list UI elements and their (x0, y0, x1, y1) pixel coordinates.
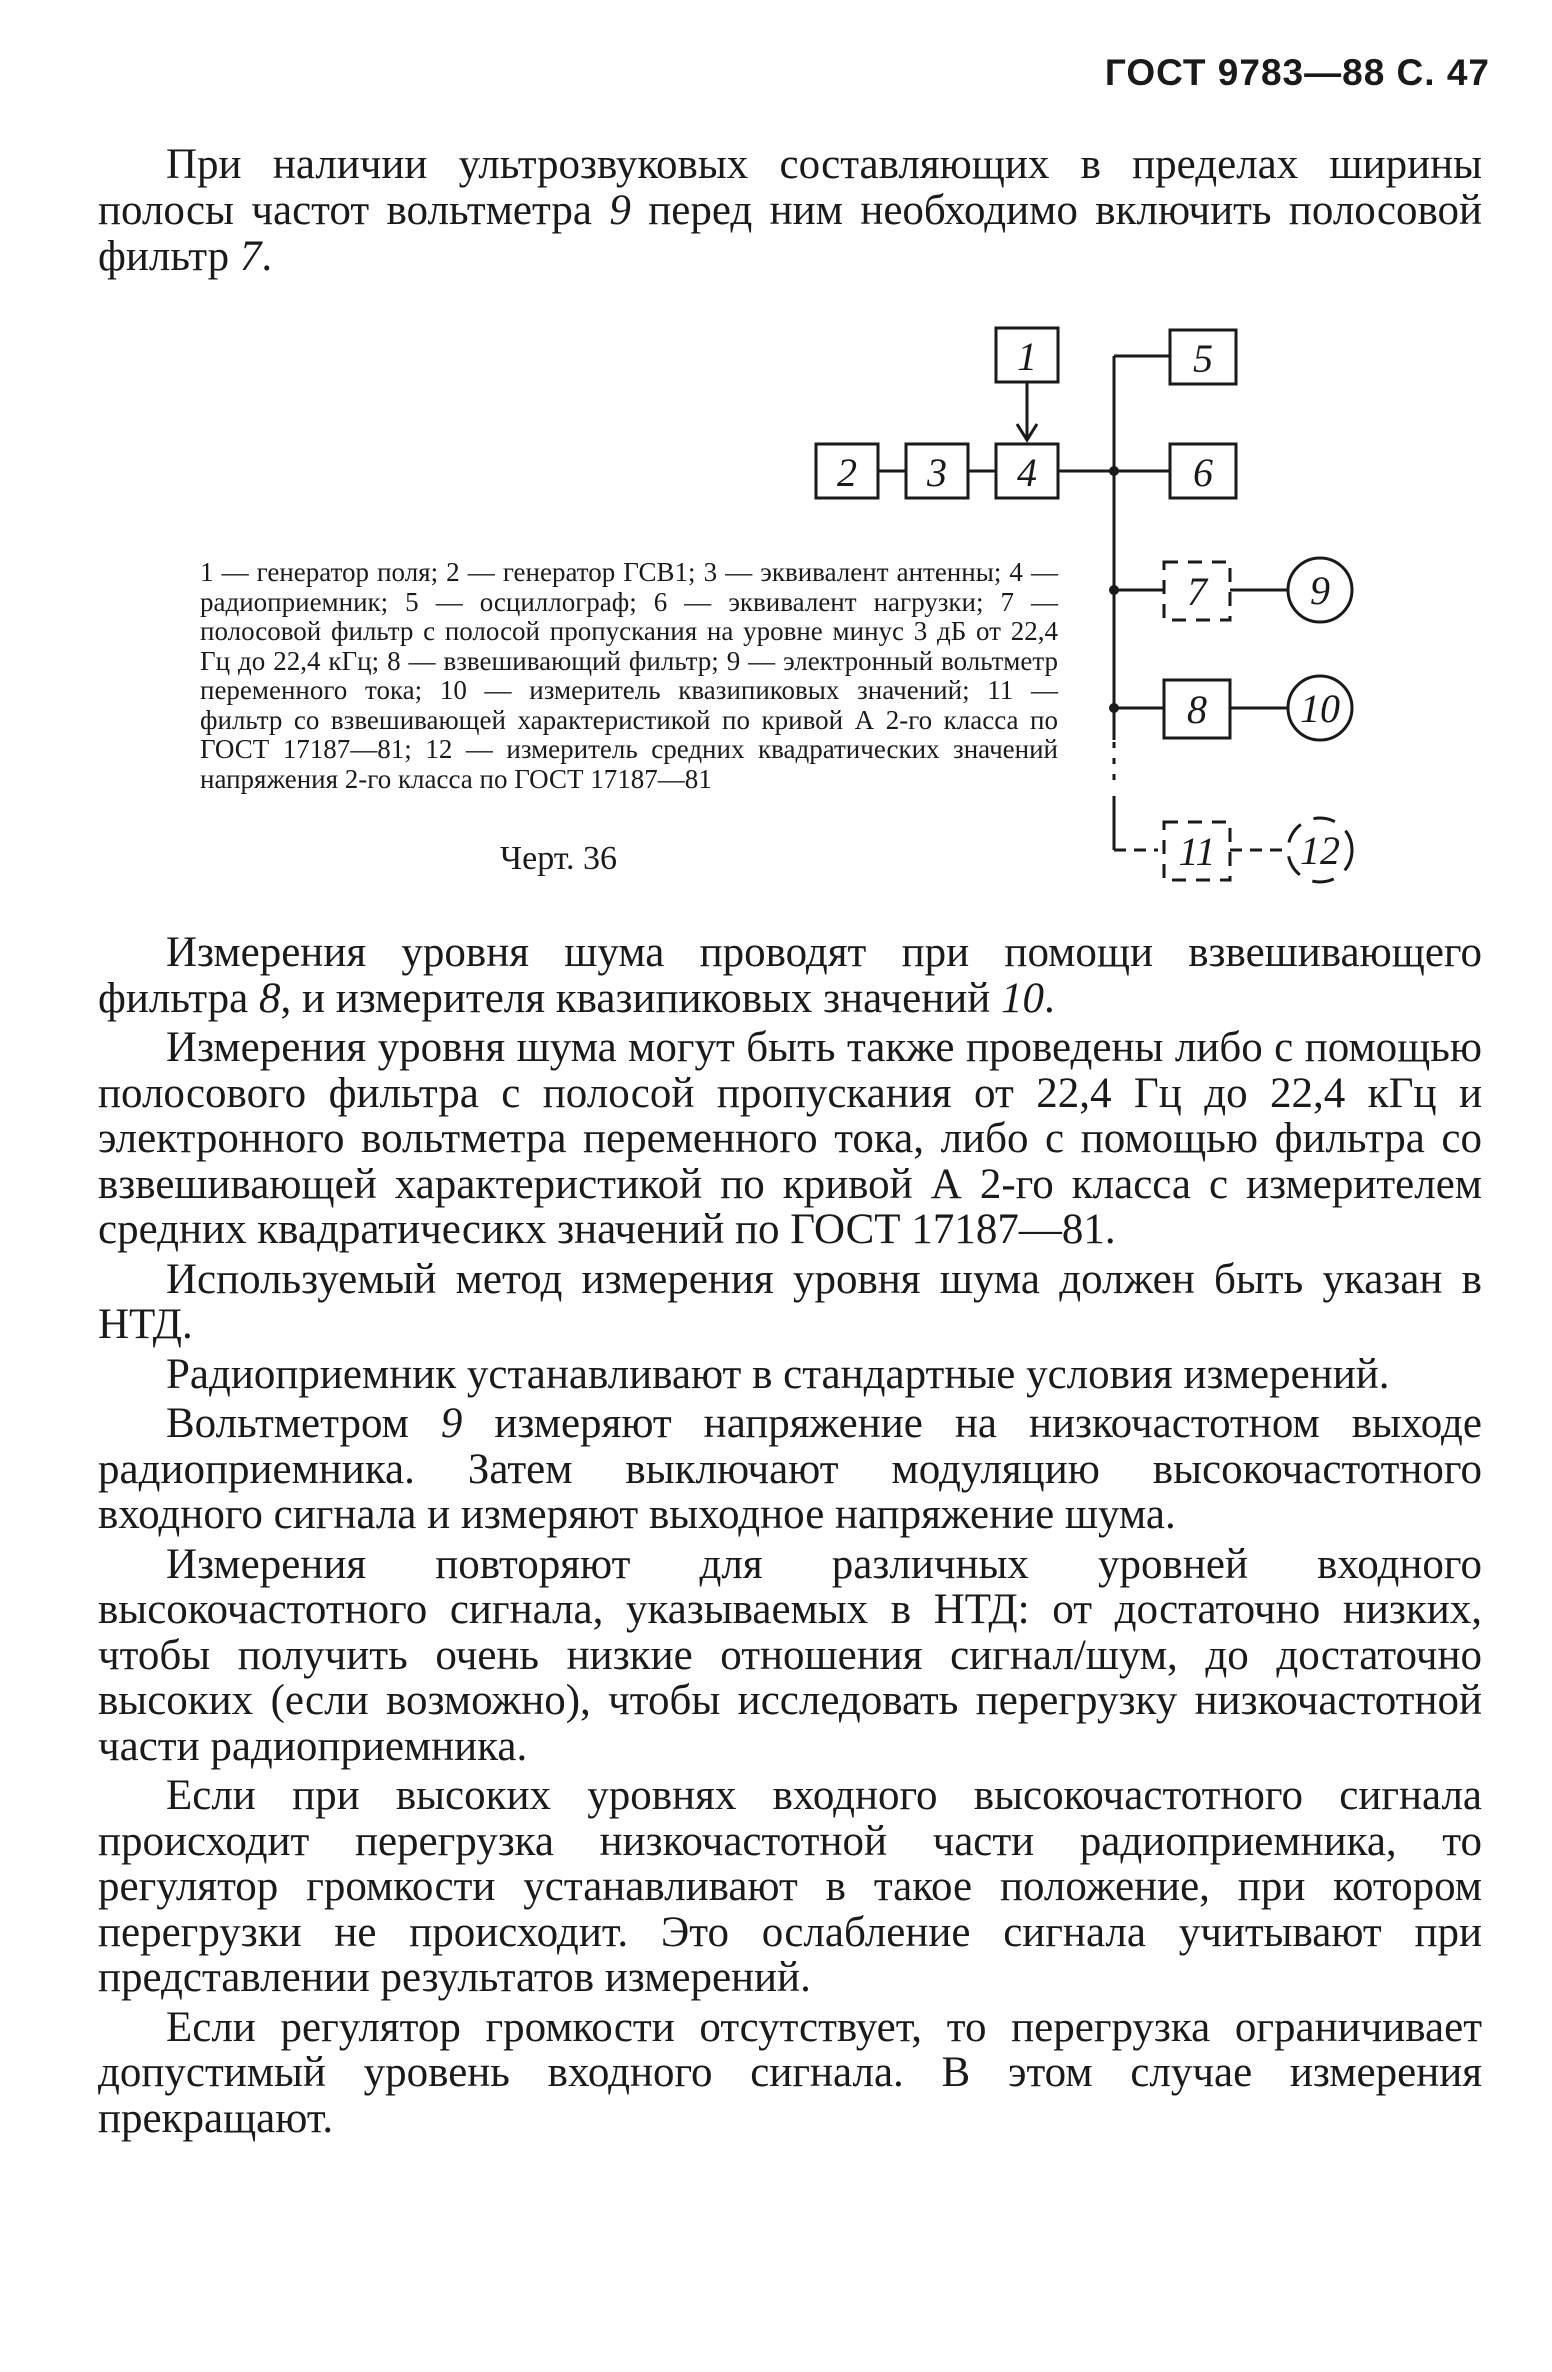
block-4-label: 4 (1017, 450, 1037, 495)
intro-text-3: . (261, 233, 273, 280)
paragraph-3: Используемый метод измерения уровня шума должен быть указан в НТД. (98, 1255, 1482, 1348)
intro-ref-voltmeter: 9 (609, 187, 631, 234)
block-11-label: 11 (1178, 829, 1216, 874)
block-1-label: 1 (1017, 334, 1037, 379)
body-text (98, 930, 1482, 2145)
block-5-label: 5 (1193, 336, 1213, 381)
intro-text-1: При наличии ультрозвуковых составляющих в пределах ширины полосы частот вольтметра (98, 141, 1482, 234)
intro-ref-filter: 7 (239, 233, 262, 280)
paragraph-6: Измерения повторяют для различных уровней входного высокочастотного сигнала, указываемых в НТД: от достаточно низких, чтобы получить очень низкие отношения сигнал/шум, до достаточно высоких (если возможно), чтобы исследовать перегрузку низкочастотной части радиоприемника. (98, 1540, 1482, 1770)
paragraph-5-text-a: Вольтметром (166, 1400, 441, 1447)
paragraph-2: Измерения уровня шума могут быть также проведены либо с помощью полосового фильтра с полосой пропускания от 22,4 Гц до 22,4 кГц и электронного вольтметра переменного тока, либо с помощью фильтра со взвешивающей характеристикой по кривой А 2-го класса с измерителем средних квадратичесикх значений по ГОСТ 17187—81. (98, 1024, 1482, 1253)
paragraph-1-text-a: Измерения уровня шума проводят при помощи взвешивающего фильтра (98, 929, 1482, 1022)
circle-9-label: 9 (1310, 568, 1330, 613)
paragraph-8: Если регулятор громкости отсутствует, то перегрузка ограничивает допустимый уровень входного сигнала. В этом случае измерения прекращают. (98, 2003, 1482, 2142)
block-7-label: 7 (1187, 569, 1207, 614)
block-3-label: 3 (927, 450, 947, 495)
page-header: ГОСТ 9783—88 С. 47 (1104, 52, 1490, 93)
figure-caption: Черт. 36 (500, 840, 618, 877)
paragraph-5-ref-9: 9 (440, 1400, 463, 1447)
paragraph-4: Радиоприемник устанавливают в стандартные условия измерений. (166, 1350, 1390, 1398)
paragraph-5-text-b: измеряют напряжение на низкочастотном выходе радиоприемника. Затем выключают модуляцию высокочастотного входного сигнала и измеряют выходное напряжение шума. (98, 1400, 1482, 1538)
paragraph-1-text-b: , и измерителя квазипиковых значений (280, 974, 1002, 1022)
circle-10-label: 10 (1300, 686, 1340, 731)
paragraph-1 (98, 930, 1482, 1021)
paragraph-1-ref-8: 8 (258, 974, 281, 1022)
paragraph-5 (98, 1401, 1482, 1538)
paragraph-7: Если при высоких уровнях входного высокочастотного сигнала происходит перегрузка низкочастотной части радиоприемника, то регулятор громкости устанавливают в такое положение, при котором перегрузки не происходит. Это ослабление сигнала учитывают при представлении результатов измерений. (98, 1772, 1482, 2001)
block-2-label: 2 (837, 450, 857, 495)
circle-12-label: 12 (1300, 828, 1340, 873)
block-6-label: 6 (1193, 450, 1213, 495)
figure-legend: 1 — генератор поля; 2 — генератор ГСВ1; 3 — эквивалент антенны; 4 — радиоприемник; 5 — осциллограф; 6 — эквивалент нагрузки; 7 — полосовой фильтр с полосой пропускания на уровне минус 3 дБ от 22,4 Гц до 22,4 кГц; 8 — взвешивающий фильтр; 9 — электронный вольтметр переменного тока; 10 — измеритель квазипиковых значений; 11 — фильтр со взвешивающей характеристикой по кривой А 2-го класса по ГОСТ 17187—81; 12 — измеритель средних квадратических значений напряжения 2-го класса по ГОСТ 17187—81 (200, 557, 1058, 794)
intro-text-2: перед ним необходимо включить полосовой фильтр (98, 187, 1482, 280)
paragraph-1-text-c: . (1044, 974, 1055, 1022)
block-8-label: 8 (1187, 687, 1207, 732)
paragraph-1-ref-10: 10 (1001, 974, 1045, 1022)
